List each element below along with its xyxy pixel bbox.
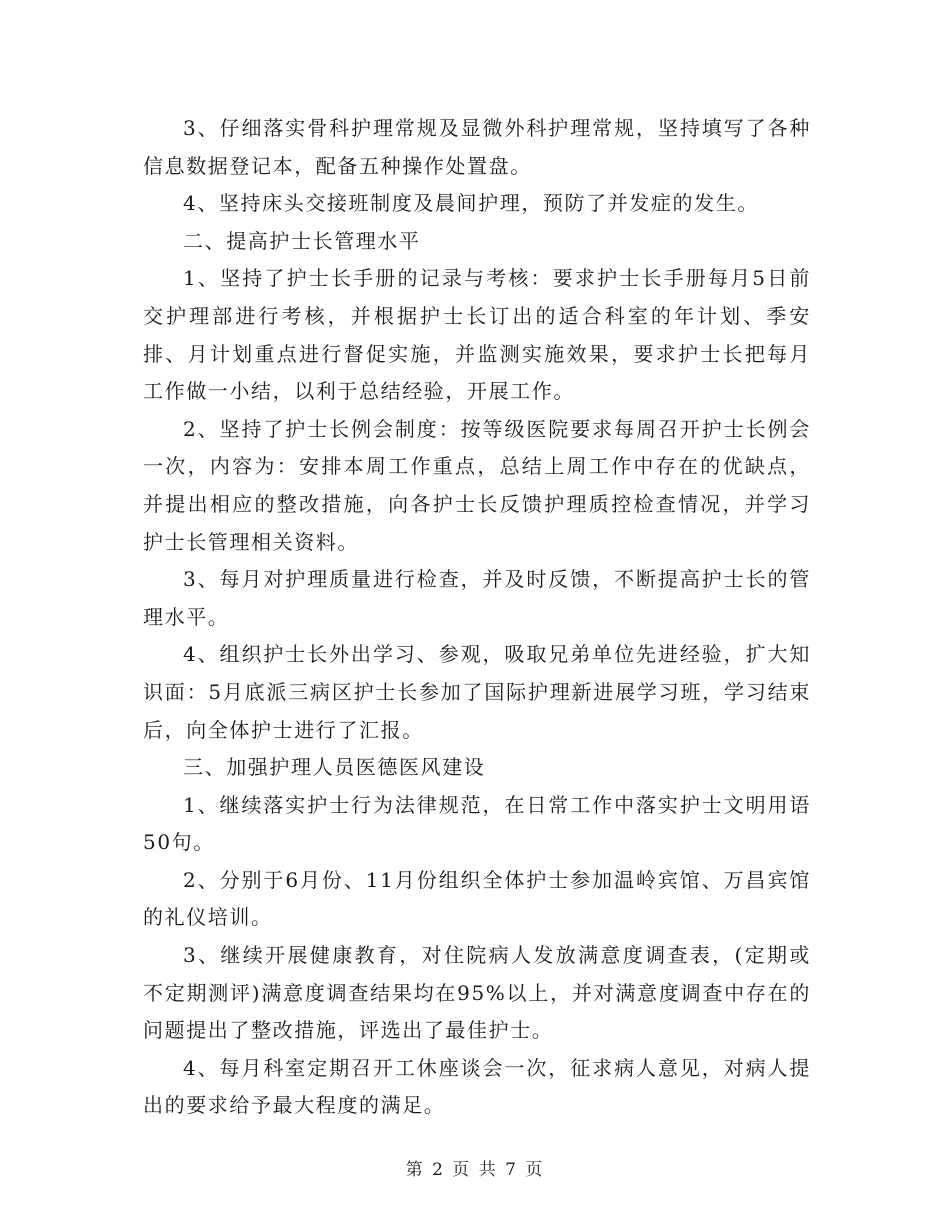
paragraph: 1、坚持了护士长手册的记录与考核：要求护士长手册每月5日前交护理部进行考核，并根据护士长订出的适合科室的年计划、季安排、月计划重点进行督促实施，并监测实施效果，要求护士长把每月工作做一小结，以利于总结经验，开展工作。 (143, 266, 811, 404)
section-heading: 三、加强护理人员医德医风建设 (183, 755, 486, 780)
page-number: 第 2 页 共 7 页 (405, 1160, 545, 1180)
paragraph: 4、每月科室定期召开工休座谈会一次，征求病人意见，对病人提出的要求给予最大程度的满足。 (143, 1055, 811, 1118)
paragraph: 1、继续落实护士行为法律规范，在日常工作中落实护士文明用语50句。 (143, 792, 811, 855)
paragraph: 4、组织护士长外出学习、参观，吸取兄弟单位先进经验，扩大知识面：5月底派三病区护士长参加了国际护理新进展学习班，学习结束后，向全体护士进行了汇报。 (143, 642, 811, 742)
paragraph: 4、坚持床头交接班制度及晨间护理，预防了并发症的发生。 (183, 191, 759, 216)
document-body (143, 110, 811, 1125)
paragraph: 3、仔细落实骨科护理常规及显微外科护理常规，坚持填写了各种信息数据登记本，配备五种操作处置盘。 (143, 116, 811, 178)
section-heading: 二、提高护士长管理水平 (183, 228, 421, 253)
paragraph: 2、分别于6月份、11月份组织全体护士参加温岭宾馆、万昌宾馆的礼仪培训。 (143, 867, 811, 930)
paragraph: 3、继续开展健康教育，对住院病人发放满意度调查表，(定期或不定期测评)满意度调查结果均在95%以上，并对满意度调查中存在的问题提出了整改措施，评选出了最佳护士。 (143, 943, 811, 1043)
paragraph: 2、坚持了护士长例会制度：按等级医院要求每周召开护士长例会一次，内容为：安排本周工作重点，总结上周工作中存在的优缺点，并提出相应的整改措施，向各护士长反馈护理质控检查情况，并学习护士长管理相关资料。 (143, 416, 811, 554)
paragraph: 3、每月对护理质量进行检查，并及时反馈，不断提高护士长的管理水平。 (143, 567, 811, 629)
